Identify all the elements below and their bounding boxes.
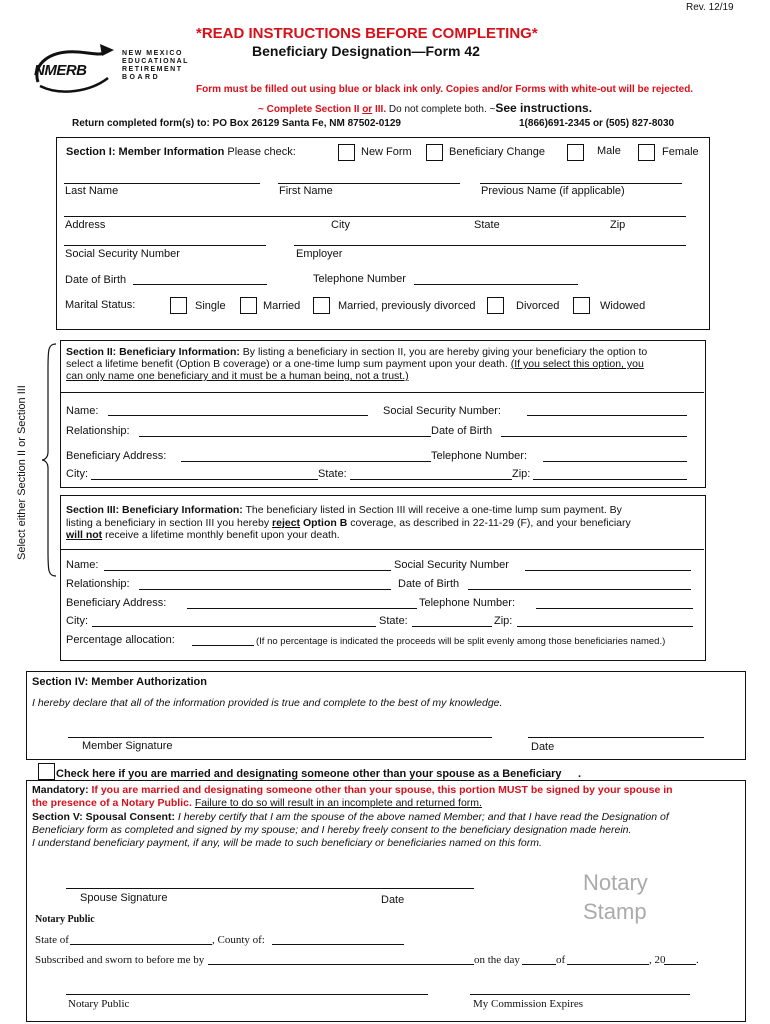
s3-address-field[interactable] (187, 608, 417, 609)
previous-name-field[interactable] (480, 183, 682, 184)
married-designation-checkbox[interactable] (38, 763, 55, 780)
section-2-divider (60, 392, 704, 393)
s2-city-label: City: (66, 468, 88, 480)
ssn-field[interactable] (64, 245, 266, 246)
ink-notice: Form must be filled out using blue or black ink only. Copies and/or Forms with white-out will be rejected. (196, 84, 694, 95)
on-the-day-label: on the day (474, 954, 520, 966)
married-designation-label: Check here if you are married and designating someone other than your spouse as a Beneficiary (56, 768, 562, 780)
revision-label: Rev. 12/19 (686, 2, 734, 13)
section-3-divider (60, 549, 704, 550)
s3-city-label: City: (66, 615, 88, 627)
logo-line-1: NEW MEXICO (122, 50, 183, 57)
married-previously-divorced-label: Married, previously divorced (338, 300, 476, 312)
state-of-field[interactable] (70, 944, 212, 945)
previous-name-label: Previous Name (if applicable) (481, 185, 625, 197)
marital-status-label: Marital Status: (65, 299, 136, 311)
return-address: Return completed form(s) to: PO Box 26129 Santa Fe, NM 87502-0129 (72, 118, 401, 129)
s2-city-field[interactable] (91, 479, 318, 480)
last-name-label: Last Name (65, 185, 119, 197)
member-signature-label: Member Signature (82, 740, 173, 752)
member-signature-field[interactable] (68, 737, 492, 738)
widowed-label: Widowed (600, 300, 646, 312)
section-5-mandatory: Mandatory: If you are married and designating someone other than your spouse, this portion MUST be signed by your spouse in the presence of a Notary Public. Failure to do so will result in an incomplete and returned form. (32, 784, 673, 809)
s2-ssn-field[interactable] (527, 415, 687, 416)
section-bracket-icon (42, 340, 62, 580)
s2-telephone-label: Telephone Number: (431, 450, 528, 462)
dob-label: Date of Birth (65, 274, 127, 286)
s3-ssn-field[interactable] (525, 570, 691, 571)
female-label: Female (662, 146, 699, 158)
new-form-checkbox[interactable] (338, 144, 355, 161)
s3-percentage-field[interactable] (192, 645, 254, 646)
notary-public-signature-field[interactable] (66, 994, 428, 995)
married-checkbox[interactable] (240, 297, 257, 314)
last-name-field[interactable] (64, 183, 260, 184)
s3-ssn-label: Social Security Number (394, 559, 509, 571)
s3-relationship-field[interactable] (139, 589, 391, 590)
state-of-label: State of (35, 934, 69, 946)
address-field[interactable] (64, 216, 686, 217)
address-label: Address (65, 219, 106, 231)
s3-percentage-note: (If no percentage is indicated the proceeds will be split evenly among those beneficiaries named.) (256, 636, 666, 647)
married-label: Married (263, 300, 301, 312)
s2-address-label: Beneficiary Address: (66, 450, 167, 462)
year-field[interactable] (664, 964, 696, 965)
state-label: State (474, 219, 500, 231)
section-3-description: Section III: Beneficiary Information: The beneficiary listed in Section III will receive a one-time lump sum payment. By listing a beneficiary in section III you hereby reject Option B coverage, as described in 22-11-29 (F), and your beneficiary will not receive a lifetime monthly benefit upon your death. (66, 504, 631, 541)
form-title: Beneficiary Designation—Form 42 (252, 43, 480, 59)
s2-state-field[interactable] (350, 479, 512, 480)
ssn-label: Social Security Number (65, 248, 180, 260)
married-designation-period: . (578, 768, 582, 780)
of-label: of (556, 954, 566, 966)
telephone-label: Telephone Number (313, 273, 406, 285)
married-previously-divorced-checkbox[interactable] (313, 297, 330, 314)
s3-name-label: Name: (66, 559, 99, 571)
s2-state-label: State: (318, 468, 347, 480)
telephone-field[interactable] (414, 284, 578, 285)
s2-address-field[interactable] (181, 461, 431, 462)
s3-telephone-field[interactable] (536, 608, 693, 609)
male-label: Male (597, 145, 621, 157)
year-end-label: . (696, 954, 699, 966)
year-label: , 20 (649, 954, 666, 966)
s2-dob-field[interactable] (501, 436, 687, 437)
notary-public-heading: Notary Public (35, 914, 95, 925)
s2-relationship-label: Relationship: (66, 425, 130, 437)
s3-dob-label: Date of Birth (398, 578, 460, 590)
s2-ssn-label: Social Security Number: (383, 405, 501, 417)
s3-address-label: Beneficiary Address: (66, 597, 167, 609)
logo-line-3: RETIREMENT (122, 66, 183, 73)
s3-telephone-label: Telephone Number: (419, 597, 516, 609)
city-label: City (331, 219, 350, 231)
first-name-label: First Name (279, 185, 333, 197)
s3-zip-label: Zip: (494, 615, 513, 627)
s2-telephone-field[interactable] (543, 461, 687, 462)
logo-abbreviation: NMERB (34, 62, 87, 79)
s3-state-field[interactable] (412, 626, 492, 627)
logo-line-2: EDUCATIONAL (122, 58, 189, 65)
divorced-label: Divorced (516, 300, 560, 312)
s3-percentage-label: Percentage allocation: (66, 634, 175, 646)
s2-name-label: Name: (66, 405, 99, 417)
county-of-field[interactable] (272, 944, 404, 945)
single-checkbox[interactable] (170, 297, 187, 314)
notary-stamp-placeholder: Notary Stamp (583, 870, 648, 924)
county-of-label: , County of: (212, 934, 265, 946)
read-instructions-title: *READ INSTRUCTIONS BEFORE COMPLETING* (196, 25, 538, 42)
employer-label: Employer (296, 248, 343, 260)
s3-state-label: State: (379, 615, 408, 627)
subscribed-label: Subscribed and sworn to before me by (35, 954, 205, 966)
zip-label: Zip (610, 219, 626, 231)
s2-name-field[interactable] (108, 415, 368, 416)
section-5-consent: Section V: Spousal Consent: I hereby certify that I am the spouse of the above named Member; and that I have read the Designation of Beneficiary form as completed and signed by my spouse; and I hereby freely consent to the beneficiary designation made herein. I understand beneficiary payment, if any, will be made to such beneficiary or beneficiaries named on this form. (32, 811, 669, 849)
single-label: Single (195, 300, 226, 312)
spouse-date-label: Date (381, 894, 405, 906)
member-date-label: Date (531, 741, 555, 753)
dob-field[interactable] (133, 284, 267, 285)
s2-zip-label: Zip: (512, 468, 531, 480)
s3-zip-field[interactable] (517, 626, 693, 627)
spouse-signature-label: Spouse Signature (80, 892, 168, 904)
s3-name-field[interactable] (104, 570, 391, 571)
widowed-checkbox[interactable] (573, 297, 590, 314)
male-checkbox[interactable] (567, 144, 584, 161)
contact-phones: 1(866)691-2345 or (505) 827-8030 (519, 118, 675, 129)
subscribed-by-field[interactable] (208, 964, 474, 965)
beneficiary-change-label: Beneficiary Change (449, 146, 546, 158)
s2-relationship-field[interactable] (139, 436, 431, 437)
first-name-field[interactable] (278, 183, 460, 184)
s3-city-field[interactable] (92, 626, 376, 627)
section-4-title: Section IV: Member Authorization (32, 676, 207, 688)
complete-instruction: ~ Complete Section II or III. Do not complete both. ~See instructions. (258, 101, 593, 115)
divorced-checkbox[interactable] (487, 297, 504, 314)
commission-expires-field[interactable] (470, 994, 690, 995)
logo-line-4: BOARD (122, 74, 161, 81)
notary-public-label: Notary Public (68, 998, 130, 1010)
section-1-heading: Section I: Member Information Please check: (66, 146, 296, 158)
day-field[interactable] (522, 964, 556, 965)
section-2-description: Section II: Beneficiary Information: By listing a beneficiary in section II, you are hereby giving your beneficiary the option to select a lifetime benefit (Option B coverage) or a one-time lump sum payment upon your death. (If you select this option, you can only name one beneficiary and it must be a human being, not a trust.) (66, 346, 648, 382)
section-4-declaration: I hereby declare that all of the information provided is true and complete to the best of my knowledge. (32, 697, 503, 709)
new-form-label: New Form (361, 146, 412, 158)
member-date-field[interactable] (528, 737, 704, 738)
spouse-signature-field[interactable] (66, 888, 474, 889)
commission-expires-label: My Commission Expires (473, 998, 584, 1010)
female-checkbox[interactable] (638, 144, 655, 161)
s2-dob-label: Date of Birth (431, 425, 493, 437)
s2-zip-field[interactable] (533, 479, 687, 480)
section-selection-side-label: Select either Section II or Section III (16, 385, 28, 560)
month-field[interactable] (567, 964, 649, 965)
s3-relationship-label: Relationship: (66, 578, 130, 590)
s3-dob-field[interactable] (468, 589, 691, 590)
beneficiary-change-checkbox[interactable] (426, 144, 443, 161)
nmerb-logo (30, 42, 190, 96)
employer-field[interactable] (294, 245, 686, 246)
